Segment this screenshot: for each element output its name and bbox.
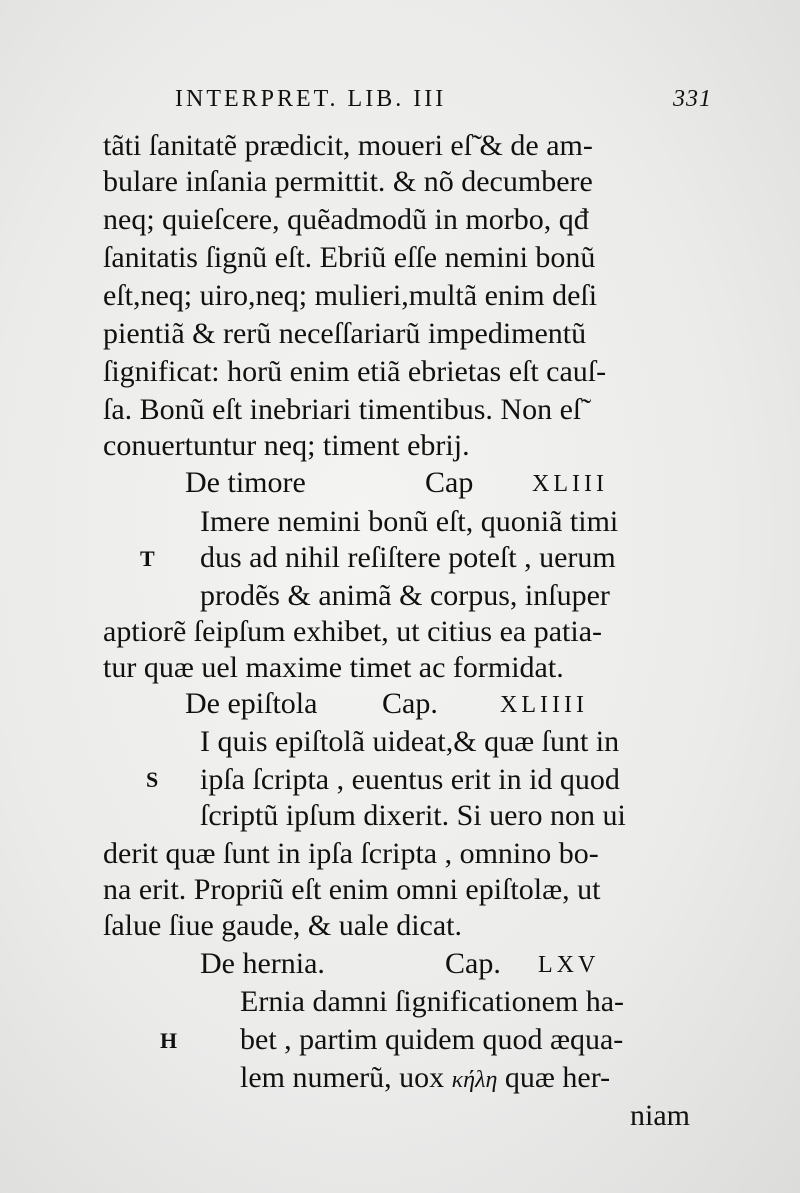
text-line: derit quæ ſunt in ipſa ſcripta , omnino bo- [103, 837, 599, 870]
text-line: bulare inſania permittit. & nõ decumbere [103, 165, 593, 198]
text-line: ſignificat: horũ enim etiã ebrietas eſt cauſ- [103, 355, 607, 388]
chapter-number: XLIIII [500, 692, 588, 718]
greek-word: κήλη [451, 1067, 498, 1093]
text-line: tur quæ uel maxime timet ac formidat. [103, 651, 564, 684]
chapter-cap-label: Cap. [382, 687, 438, 720]
text-line: neq; quieſcere, quẽadmodũ in morbo, qđ [103, 203, 589, 236]
text-line: ipſa ſcripta , euentus erit in id quod [200, 763, 620, 796]
running-head-title: INTERPRET. LIB. III [175, 86, 447, 112]
chapter-title: De timore [185, 466, 306, 499]
text-line: Ernia damni ſignificationem ha- [240, 985, 625, 1018]
text-line: dus ad nihil reſiſtere poteſt , uerum [200, 541, 616, 574]
text-line: aptiorẽ ſeipſum exhibet, ut citius ea patia- [103, 615, 602, 648]
catchword: niam [630, 1099, 690, 1132]
text-line: eſt,neq; uiro,neq; mulieri,multã enim deſi [103, 279, 598, 312]
page-number: 331 [673, 86, 712, 112]
text-line: na erit. Propriũ eſt enim omni epiſtolæ, ut [103, 873, 601, 906]
text-line: bet , partim quidem quod æqua- [240, 1023, 624, 1056]
text-line: ſalue ſiue gaude, & uale dicat. [103, 909, 463, 942]
text-line: ſa. Bonũ eſt inebriari timentibus. Non eſ̃ [103, 393, 582, 426]
running-head [175, 86, 712, 116]
text-line: ſcriptũ ipſum dixerit. Si uero non ui [200, 799, 626, 832]
text-line: Imere nemini bonũ eſt, quoniã timi [200, 505, 619, 538]
initial-placeholder: S [146, 767, 159, 792]
text-segment: lem numerũ, uox [240, 1061, 445, 1094]
text-line [240, 1060, 610, 1098]
text-segment: quæ her- [504, 1061, 611, 1094]
text-line: pientiã & rerũ neceſſariarũ impedimentũ [103, 317, 587, 350]
chapter-title: De hernia. [200, 947, 325, 980]
text-line: prodẽs & animã & corpus, inſuper [200, 579, 610, 612]
chapter-cap-label: Cap [425, 466, 474, 499]
chapter-number: XLIII [532, 471, 608, 497]
chapter-number: LXV [538, 952, 600, 978]
text-line: ſanitatis ſignũ eſt. Ebriũ eſſe nemini bonũ [103, 241, 596, 274]
initial-placeholder: T [140, 546, 155, 571]
text-line: I quis epiſtolã uideat,& quæ ſunt in [200, 725, 620, 758]
text-line: conuertuntur neq; timent ebrij. [103, 429, 470, 462]
text-line: tãti ſanitatẽ prædicit, moueri eſ̃ & de am- [103, 129, 593, 162]
chapter-cap-label: Cap. [445, 947, 501, 980]
chapter-title: De epiſtola [185, 687, 318, 720]
initial-placeholder: H [160, 1028, 178, 1053]
